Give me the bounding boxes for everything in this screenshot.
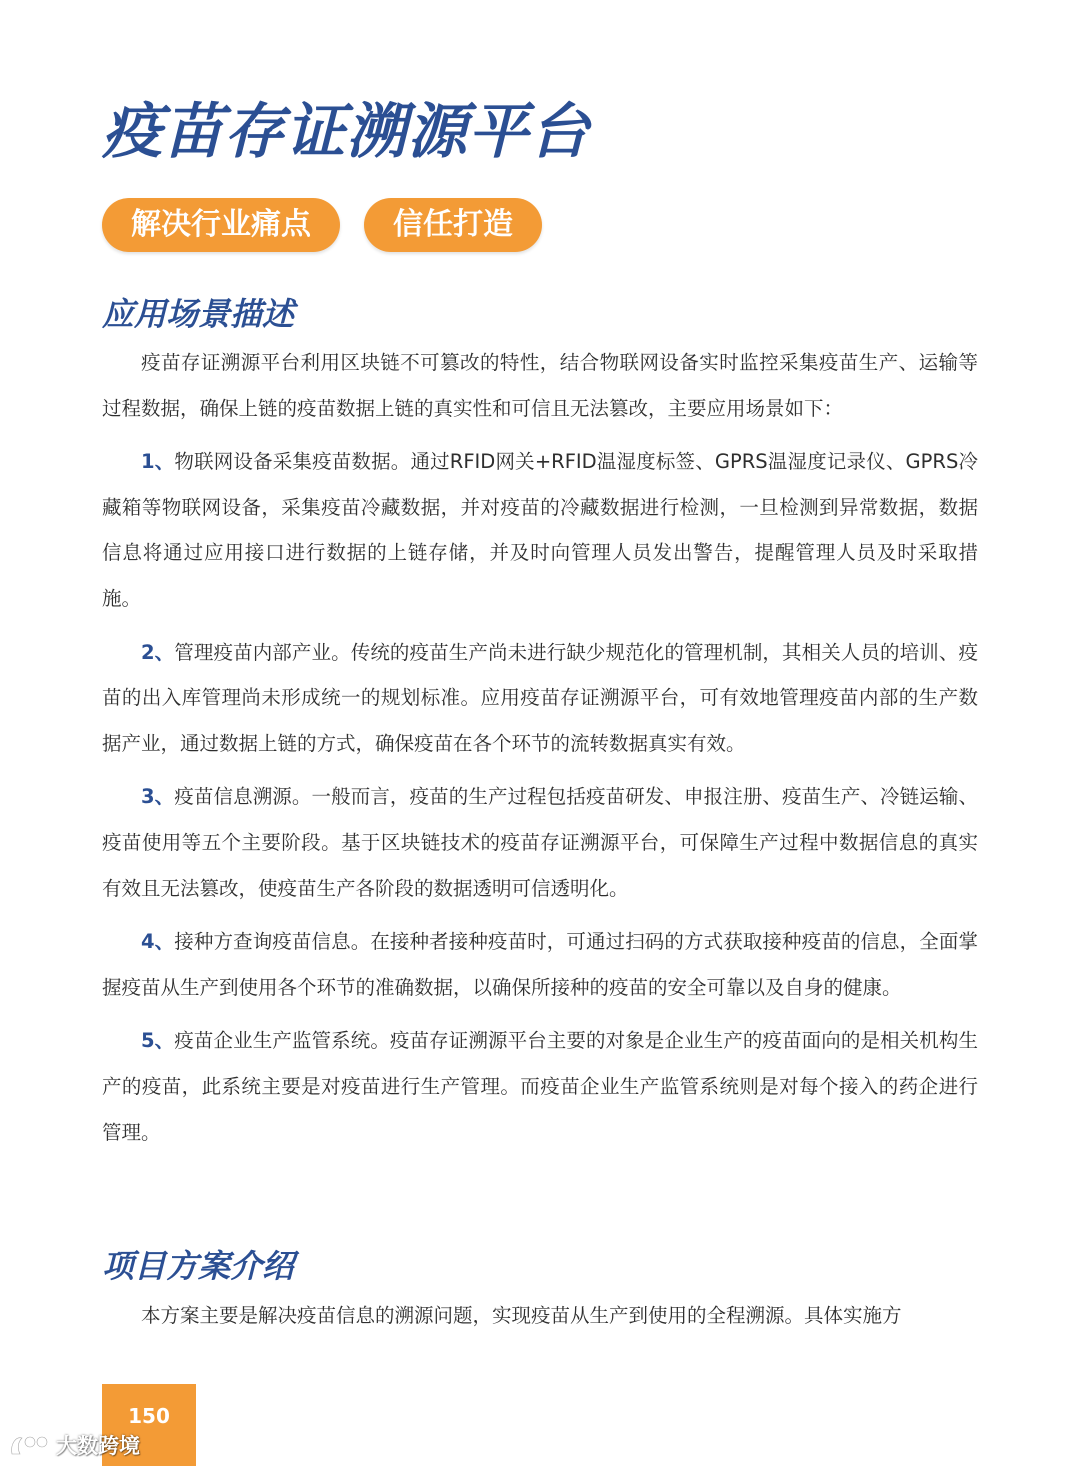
page-title: 疫苗存证溯源平台 xyxy=(102,97,590,167)
scenario-item xyxy=(102,439,978,621)
scenario-item-text: 疫苗信息溯源。一般而言，疫苗的生产过程包括疫苗研发、申报注册、疫苗生产、冷链运输、疫苗使用等五个主要阶段。基于区块链技术的疫苗存证溯源平台，可保障生产过程中数据信息的真实有效且无法篡改，使疫苗生产各阶段的数据透明可信透明化。 xyxy=(102,785,978,900)
scenario-item xyxy=(102,919,978,1010)
scenario-item xyxy=(102,1018,978,1155)
section-heading-scenarios: 应用场景描述 xyxy=(102,295,295,333)
watermark xyxy=(8,1428,140,1462)
project-intro: 本方案主要是解决疫苗信息的溯源问题，实现疫苗从生产到使用的全程溯源。具体实施方 xyxy=(141,1304,902,1327)
watermark-text: 大数跨境 xyxy=(56,1434,140,1458)
scenario-item-number: 3、 xyxy=(141,785,175,809)
scenarios-intro: 疫苗存证溯源平台利用区块链不可篡改的特性，结合物联网设备实时监控采集疫苗生产、运输等过程数据，确保上链的疫苗数据上链的真实性和可信且无法篡改，主要应用场景如下： xyxy=(102,351,978,420)
scenarios-body xyxy=(102,340,978,1163)
project-body xyxy=(102,1293,978,1347)
scenario-item-number: 5、 xyxy=(141,1029,175,1053)
watermark-logo-icon xyxy=(8,1430,54,1460)
scenario-item-text: 疫苗企业生产监管系统。疫苗存证溯源平台主要的对象是企业生产的疫苗面向的是相关机构生产的疫苗，此系统主要是对疫苗进行生产管理。而疫苗企业生产监管系统则是对每个接入的药企进行管理。 xyxy=(102,1029,978,1144)
scenario-item xyxy=(102,774,978,911)
scenario-item-text: 管理疫苗内部产业。传统的疫苗生产尚未进行缺少规范化的管理机制，其相关人员的培训、疫苗的出入库管理尚未形成统一的规划标准。应用疫苗存证溯源平台，可有效地管理疫苗内部的生产数据产业，通过数据上链的方式，确保疫苗在各个环节的流转数据真实有效。 xyxy=(102,640,978,755)
scenario-item-text: 物联网设备采集疫苗数据。通过RFID网关+RFID温湿度标签、GPRS温湿度记录仪、GPRS冷藏箱等物联网设备，采集疫苗冷藏数据，并对疫苗的冷藏数据进行检测，一旦检测到异常数据，数据信息将通过应用接口进行数据的上链存储，并及时向管理人员发出警告，提醒管理人员及时采取措施。 xyxy=(102,450,979,610)
page-number: 150 xyxy=(128,1404,170,1428)
scenario-item xyxy=(102,630,978,767)
tag-industry-pain-points: 解决行业痛点 xyxy=(102,198,340,252)
scenario-item-number: 1、 xyxy=(141,450,175,474)
tag-trust-building: 信任打造 xyxy=(364,198,542,252)
scenario-item-text: 接种方查询疫苗信息。在接种者接种疫苗时，可通过扫码的方式获取接种疫苗的信息，全面掌握疫苗从生产到使用各个环节的准确数据，以确保所接种的疫苗的安全可靠以及自身的健康。 xyxy=(102,930,978,999)
section-heading-project: 项目方案介绍 xyxy=(102,1247,295,1285)
scenario-item-number: 4、 xyxy=(141,930,175,954)
scenario-item-number: 2、 xyxy=(141,640,175,664)
